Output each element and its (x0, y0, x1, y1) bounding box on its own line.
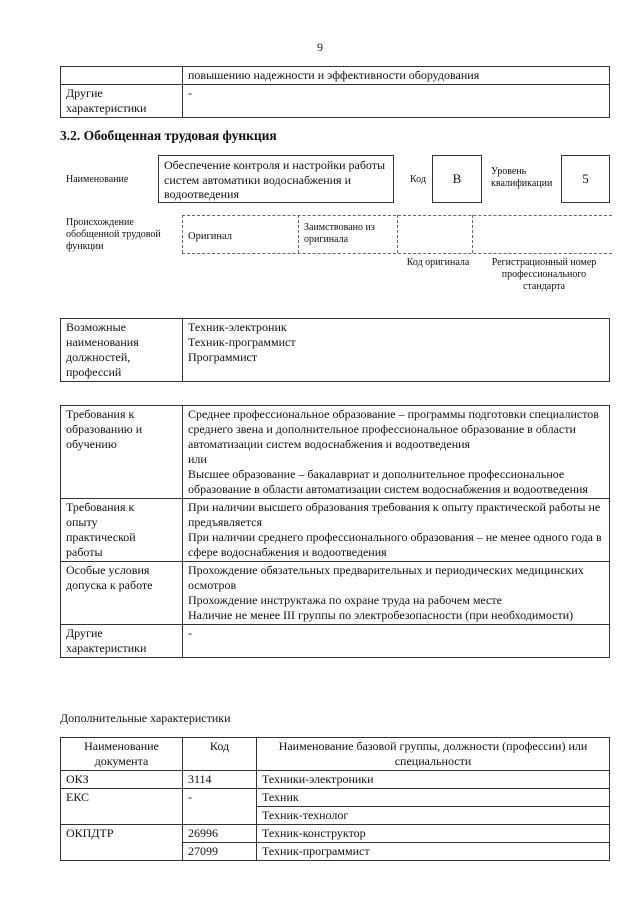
level-label: Уровень квалификации (491, 166, 553, 189)
section-title: 3.2. Обобщенная трудовая функция (60, 128, 277, 143)
table-row (61, 406, 610, 499)
level-box (561, 155, 610, 203)
table-row (61, 771, 610, 789)
positions-label: Возможные наименования должностей, профессий (61, 319, 183, 382)
origin-borrowed: Заимствовано из оригинала (304, 222, 375, 245)
requirement-label: Особые условия допуска к работе (61, 562, 183, 625)
origin-code-caption: Код оригинала (406, 257, 470, 268)
code-cell: 26996 (183, 825, 257, 843)
row-label (61, 67, 183, 85)
requirements-table (60, 405, 610, 658)
name-cell: Техник-конструктор (257, 825, 610, 843)
code-value: B (452, 171, 462, 186)
function-name: Обеспечение контроля и настройки работы систем автоматики водоснабжения и водоотведения (164, 158, 386, 201)
table-row (61, 825, 610, 843)
doc-cell: ЕКС (61, 789, 183, 825)
code-cell: - (183, 789, 257, 825)
requirement-label: Другие характеристики (61, 625, 183, 658)
origin-original: Оригинал (188, 231, 232, 242)
column-header: Наименование документа (61, 738, 183, 771)
requirement-value: Среднее профессиональное образование – программы подготовки специалистов среднего звена и дополнительное профессиональное образование в области автоматизации систем водоснабжения и водоотведения или Высшее образование – бакалавриат и дополнительное профессиональное образование в области автоматизации систем водоснабжения и водоотведения (183, 406, 610, 499)
name-cell: Техник-технолог (257, 807, 610, 825)
requirement-value: - (183, 625, 610, 658)
page-number: 9 (317, 40, 323, 54)
origin-reg-caption: Регистрационный номер профессионального стандарта (491, 257, 597, 292)
name-label: Наименование (66, 174, 129, 185)
requirement-label: Требования к образованию и обучению (61, 406, 183, 499)
requirement-label: Требования к опыту практической работы (61, 499, 183, 562)
row-value: повышению надежности и эффективности оборудования (183, 67, 610, 85)
table-row (61, 85, 610, 118)
code-box (432, 155, 482, 203)
table-row (61, 562, 610, 625)
positions-value: Техник-электроник Техник-программист Программист (183, 319, 610, 382)
table-row (61, 67, 610, 85)
requirement-value: При наличии высшего образования требования к опыту практической работы не предъявляется При наличии среднего профессионального образования – не менее одного года в сфере водоснабжения и водоотведения (183, 499, 610, 562)
function-name-box (158, 155, 394, 203)
table-header-row (61, 738, 610, 771)
additional-table (60, 737, 610, 861)
column-header: Наименование базовой группы, должности (профессии) или специальности (257, 738, 610, 771)
table-row (61, 789, 610, 807)
row-label: Другие характеристики (61, 85, 183, 118)
doc-cell: ОКПДТР (61, 825, 183, 861)
name-cell: Техник (257, 789, 610, 807)
table-row (61, 625, 610, 658)
table-row (61, 499, 610, 562)
name-cell: Техники-электроники (257, 771, 610, 789)
origin-label: Происхождение обобщенной трудовой функции (66, 217, 161, 252)
name-cell: Техник-программист (257, 843, 610, 861)
code-label: Код (410, 174, 426, 185)
additional-heading: Дополнительные характеристики (60, 711, 231, 725)
requirement-value: Прохождение обязательных предварительных и периодических медицинских осмотров Прохождение инструктажа по охране труда на рабочем месте Наличие не менее III группы по электробезопасности (при необходимости) (183, 562, 610, 625)
row-value: - (183, 85, 610, 118)
code-cell: 27099 (183, 843, 257, 861)
positions-table (60, 318, 610, 382)
continuation-table (60, 66, 610, 118)
column-header: Код (183, 738, 257, 771)
doc-cell: ОКЗ (61, 771, 183, 789)
level-value: 5 (582, 171, 589, 186)
code-cell: 3114 (183, 771, 257, 789)
table-row (61, 319, 610, 382)
